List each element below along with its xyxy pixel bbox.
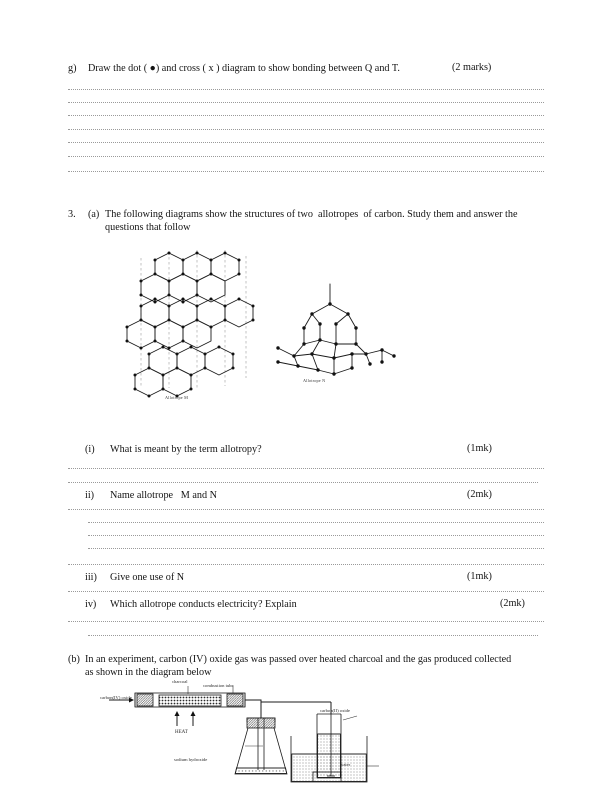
sub-question-iv-marks: (2mk) xyxy=(500,598,525,609)
answer-line xyxy=(68,620,544,622)
sub-question-i-marks: (1mk) xyxy=(467,443,492,454)
answer-line xyxy=(88,634,538,636)
question-3b-label: (b) xyxy=(68,654,80,665)
allotrope-m-diagram xyxy=(125,248,265,396)
label-charcoal: charcoal xyxy=(172,679,188,684)
label-combustion-tube: combustion tube xyxy=(203,683,234,688)
answer-line xyxy=(88,547,544,549)
allotrope-n-caption: Allotrope N xyxy=(303,378,326,383)
sub-question-iii-marks: (1mk) xyxy=(467,571,492,582)
answer-line xyxy=(68,128,544,130)
sub-question-iii-text: Give one use of N xyxy=(110,572,185,583)
sub-question-i-label: (i) xyxy=(85,444,95,455)
sub-question-iv-text: Which allotrope conducts electricity? Explain xyxy=(110,599,297,610)
label-carbon-ii-oxide: carbon(II) oxide xyxy=(320,708,350,713)
graphite-structure-svg xyxy=(125,248,265,396)
diamond-structure-svg xyxy=(278,282,396,378)
question-3-number: 3. xyxy=(68,209,76,220)
question-3b-text: In an experiment, carbon (IV) oxide gas was passed over heated charcoal and the gas produced collected as shown in the diagram below xyxy=(85,654,514,678)
question-3a-text: The following diagrams show the structures of two allotropes of carbon. Study them and answer the questions that follow xyxy=(105,209,521,233)
answer-line xyxy=(68,141,544,143)
answer-line xyxy=(88,521,544,523)
allotrope-n-diagram xyxy=(278,282,396,378)
sub-question-i-text: What is meant by the term allotropy? xyxy=(110,444,262,455)
question-g-text: Draw the dot ( ●) and cross ( x ) diagram to show bonding between Q and T. xyxy=(88,63,400,74)
sub-question-iv-label: iv) xyxy=(85,599,97,610)
answer-line xyxy=(68,170,544,172)
label-carbon-iv-oxide: carbon(IV) oxide xyxy=(100,695,132,700)
label-water: water xyxy=(340,762,351,767)
sub-question-iii-label: iii) xyxy=(85,572,97,583)
sub-question-ii-marks: (2mk) xyxy=(467,489,492,500)
question-g-marks: (2 marks) xyxy=(452,62,492,73)
answer-line xyxy=(68,590,544,592)
answer-line xyxy=(68,155,544,157)
answer-line xyxy=(68,88,544,90)
label-heat: HEAT xyxy=(175,730,188,735)
answer-line xyxy=(68,467,544,469)
apparatus-svg xyxy=(95,678,375,788)
answer-line xyxy=(68,563,544,565)
answer-line xyxy=(88,534,544,536)
answer-line xyxy=(68,508,544,510)
question-g-label: g) xyxy=(68,63,77,74)
sub-question-ii-text: Name allotrope M and N xyxy=(110,490,217,501)
answer-line xyxy=(68,114,544,116)
allotrope-m-caption: Allotrope M xyxy=(165,395,189,400)
answer-line xyxy=(68,481,538,483)
apparatus-diagram xyxy=(95,678,375,788)
sub-question-ii-label: ii) xyxy=(85,490,95,501)
question-3a-label: (a) xyxy=(88,209,100,220)
answer-line xyxy=(68,101,544,103)
label-sodium-hydroxide: sodium hydroxide xyxy=(174,757,208,762)
